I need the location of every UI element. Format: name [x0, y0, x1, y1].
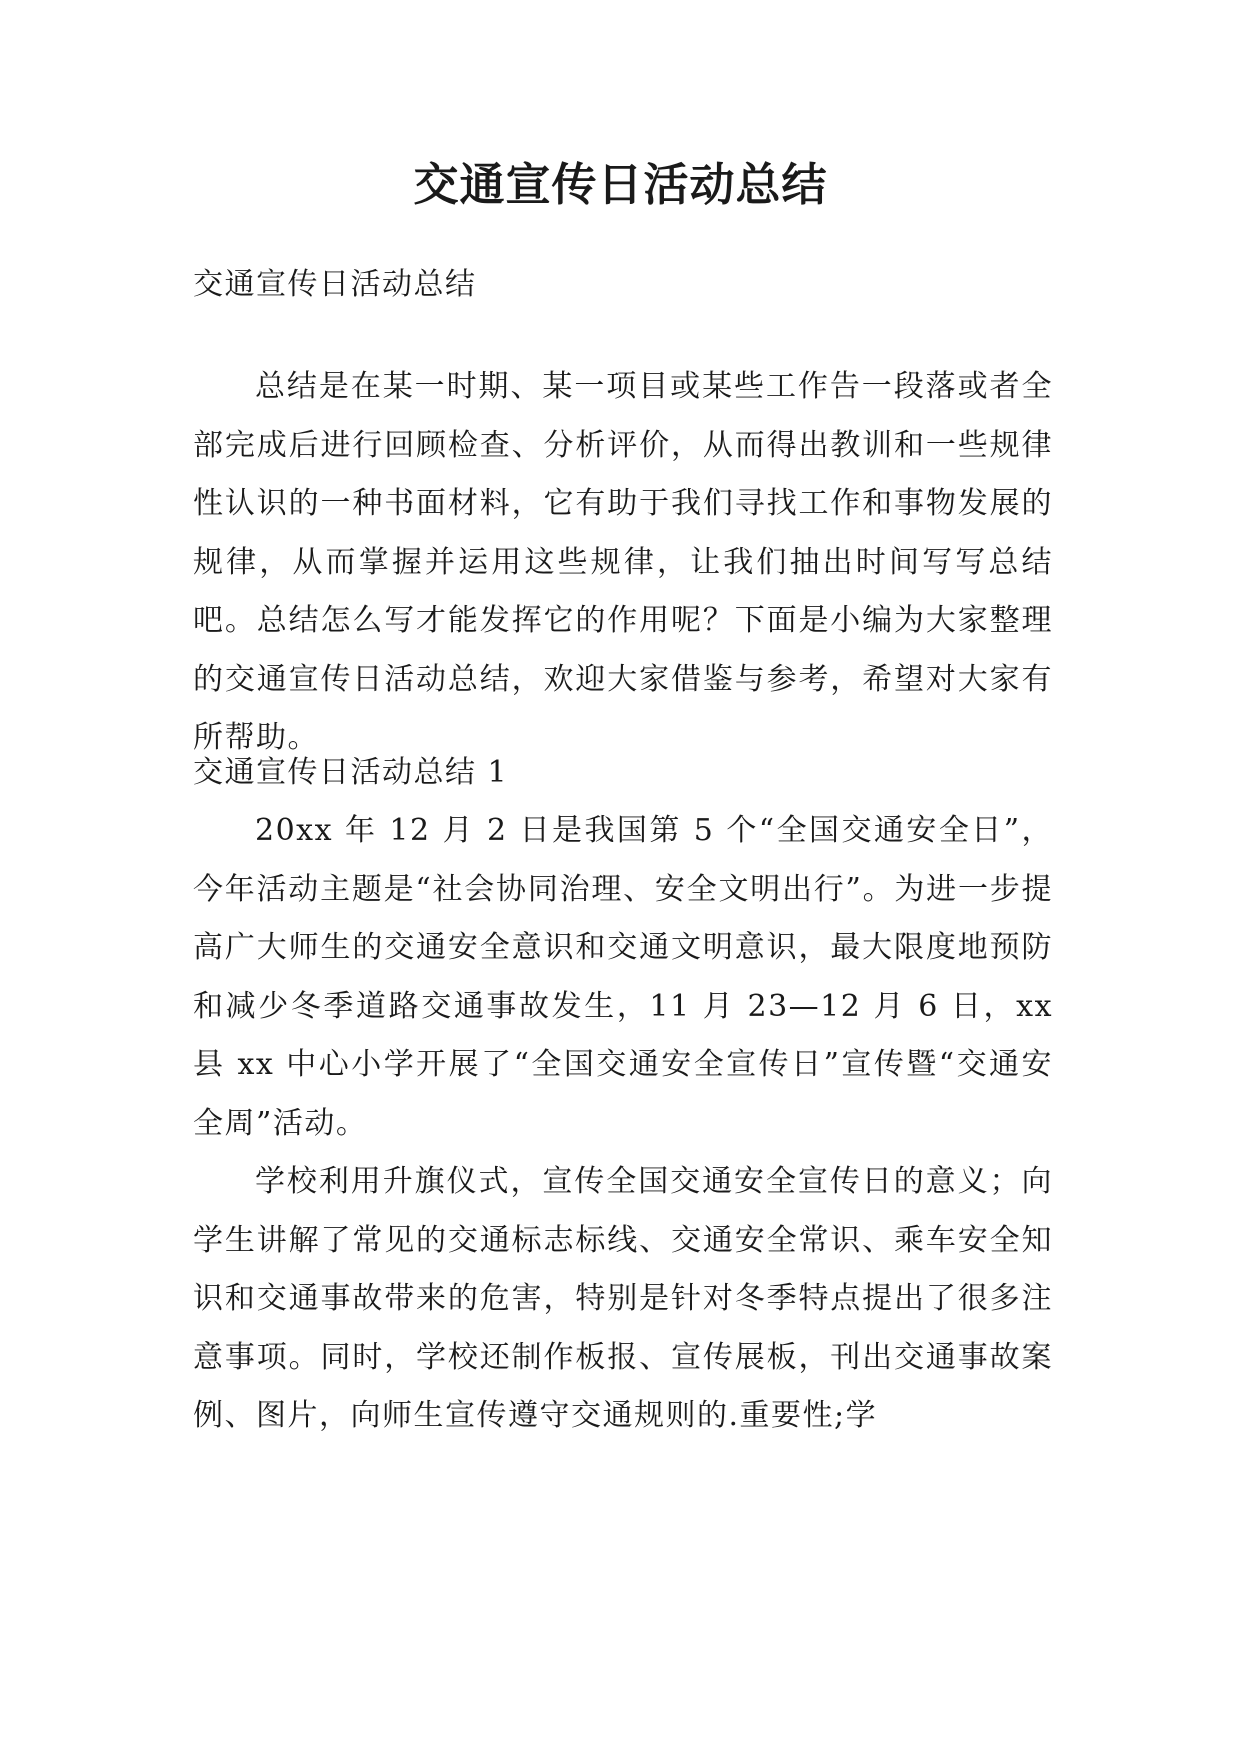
section-1-heading: 交通宣传日活动总结 1 — [193, 755, 509, 790]
document-title: 交通宣传日活动总结 — [413, 158, 828, 211]
section-1-paragraph-1: 20xx 年 12 月 2 日是我国第 5 个“全国交通安全日”，今年活动主题是“社会协同治理、安全文明出行”。为进一步提高广大师生的交通安全意识和交通文明意识，最大限度地预防和减少冬季道路交通事故发生，11 月 23—12 月 6 日，xx 县 xx 中心小学开展了“全国交通安全宣传日”宣传暨“交通安全周”活动。 — [193, 813, 1053, 1141]
document-subtitle: 交通宣传日活动总结 — [193, 267, 477, 302]
section-1-paragraph-2: 学校利用升旗仪式，宣传全国交通安全宣传日的意义；向学生讲解了常见的交通标志标线、交通安全常识、乘车安全知识和交通事故带来的危害，特别是针对冬季特点提出了很多注意事项。同时，学校还制作板报、宣传展板，刊出交通事故案例、图片，向师生宣传遵守交通规则的.重要性;学 — [193, 1164, 1053, 1433]
intro-paragraph: 总结是在某一时期、某一项目或某些工作告一段落或者全部完成后进行回顾检查、分析评价，从而得出教训和一些规律性认识的一种书面材料，它有助于我们寻找工作和事物发展的规律，从而掌握并运用这些规律，让我们抽出时间写写总结吧。总结怎么写才能发挥它的作用呢？下面是小编为大家整理的交通宣传日活动总结，欢迎大家借鉴与参考，希望对大家有所帮助。 — [193, 369, 1053, 755]
